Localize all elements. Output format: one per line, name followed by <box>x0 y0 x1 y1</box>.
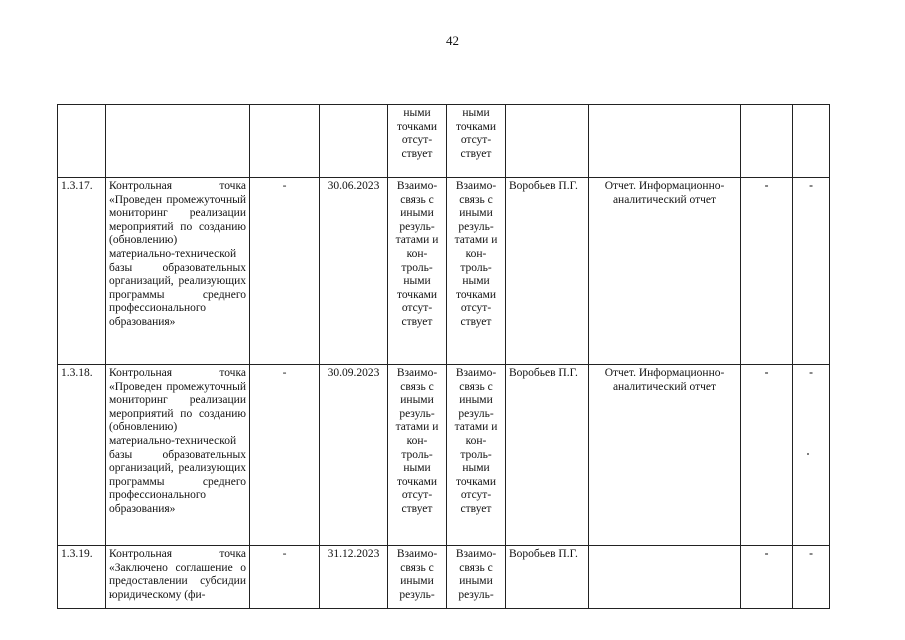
cell-num <box>58 105 106 178</box>
cell-col9: - <box>741 178 793 365</box>
cell-name: Контрольная точка «Заключено соглашение о предоставлении субсидии юридическому (фи- <box>106 546 250 609</box>
cell-col10 <box>793 105 830 178</box>
cell-name <box>106 105 250 178</box>
table-row <box>58 546 830 609</box>
cell-link-a: ными точками отсут- ствует <box>388 105 447 178</box>
cell-link-b: Взаимо- связь с иными резуль- татами и кон- троль- ными точками отсут- ствует <box>447 365 506 546</box>
table-row <box>58 365 830 546</box>
cell-col3: - <box>250 178 320 365</box>
cell-link-a: Взаимо- связь с иными резуль- <box>388 546 447 609</box>
cell-col10: - <box>793 365 830 546</box>
cell-date: 30.06.2023 <box>320 178 388 365</box>
scan-speck <box>807 453 809 455</box>
cell-responsible <box>506 105 589 178</box>
cell-link-b: ными точками отсут- ствует <box>447 105 506 178</box>
cell-date: 31.12.2023 <box>320 546 388 609</box>
table-row <box>58 178 830 365</box>
cell-num: 1.3.17. <box>58 178 106 365</box>
cell-col10: - <box>793 546 830 609</box>
cell-document: Отчет. Информационно-аналитический отчет <box>589 365 741 546</box>
cell-responsible: Воробьев П.Г. <box>506 546 589 609</box>
cell-link-b: Взаимо- связь с иными резуль- <box>447 546 506 609</box>
cell-responsible: Воробьев П.Г. <box>506 365 589 546</box>
cell-col9 <box>741 105 793 178</box>
cell-col10: - <box>793 178 830 365</box>
cell-col3: - <box>250 365 320 546</box>
cell-col9: - <box>741 546 793 609</box>
cell-num: 1.3.18. <box>58 365 106 546</box>
cell-col3 <box>250 105 320 178</box>
page-number: 42 <box>446 33 459 48</box>
cell-responsible: Воробьев П.Г. <box>506 178 589 365</box>
cell-document: Отчет. Информационно-аналитический отчет <box>589 178 741 365</box>
cell-col9: - <box>741 365 793 546</box>
table-row-continuation <box>58 105 830 178</box>
cell-document <box>589 105 741 178</box>
cell-link-b: Взаимо- связь с иными резуль- татами и кон- троль- ными точками отсут- ствует <box>447 178 506 365</box>
cell-link-a: Взаимо- связь с иными резуль- татами и кон- троль- ными точками отсут- ствует <box>388 178 447 365</box>
cell-date <box>320 105 388 178</box>
cell-name: Контрольная точка «Проведен промежуточный мониторинг реализации мероприятий по созданию (обновлению) материально-технической базы образовательных организаций, реализующих программы среднего профессионального образования» <box>106 365 250 546</box>
cell-num: 1.3.19. <box>58 546 106 609</box>
cell-document <box>589 546 741 609</box>
cell-date: 30.09.2023 <box>320 365 388 546</box>
cell-name: Контрольная точка «Проведен промежуточный мониторинг реализации мероприятий по созданию (обновлению) материально-технической базы образовательных организаций, реализующих программы среднего профессионального образования» <box>106 178 250 365</box>
cell-link-a: Взаимо- связь с иными резуль- татами и кон- троль- ными точками отсут- ствует <box>388 365 447 546</box>
plan-table <box>57 104 830 609</box>
cell-col3: - <box>250 546 320 609</box>
